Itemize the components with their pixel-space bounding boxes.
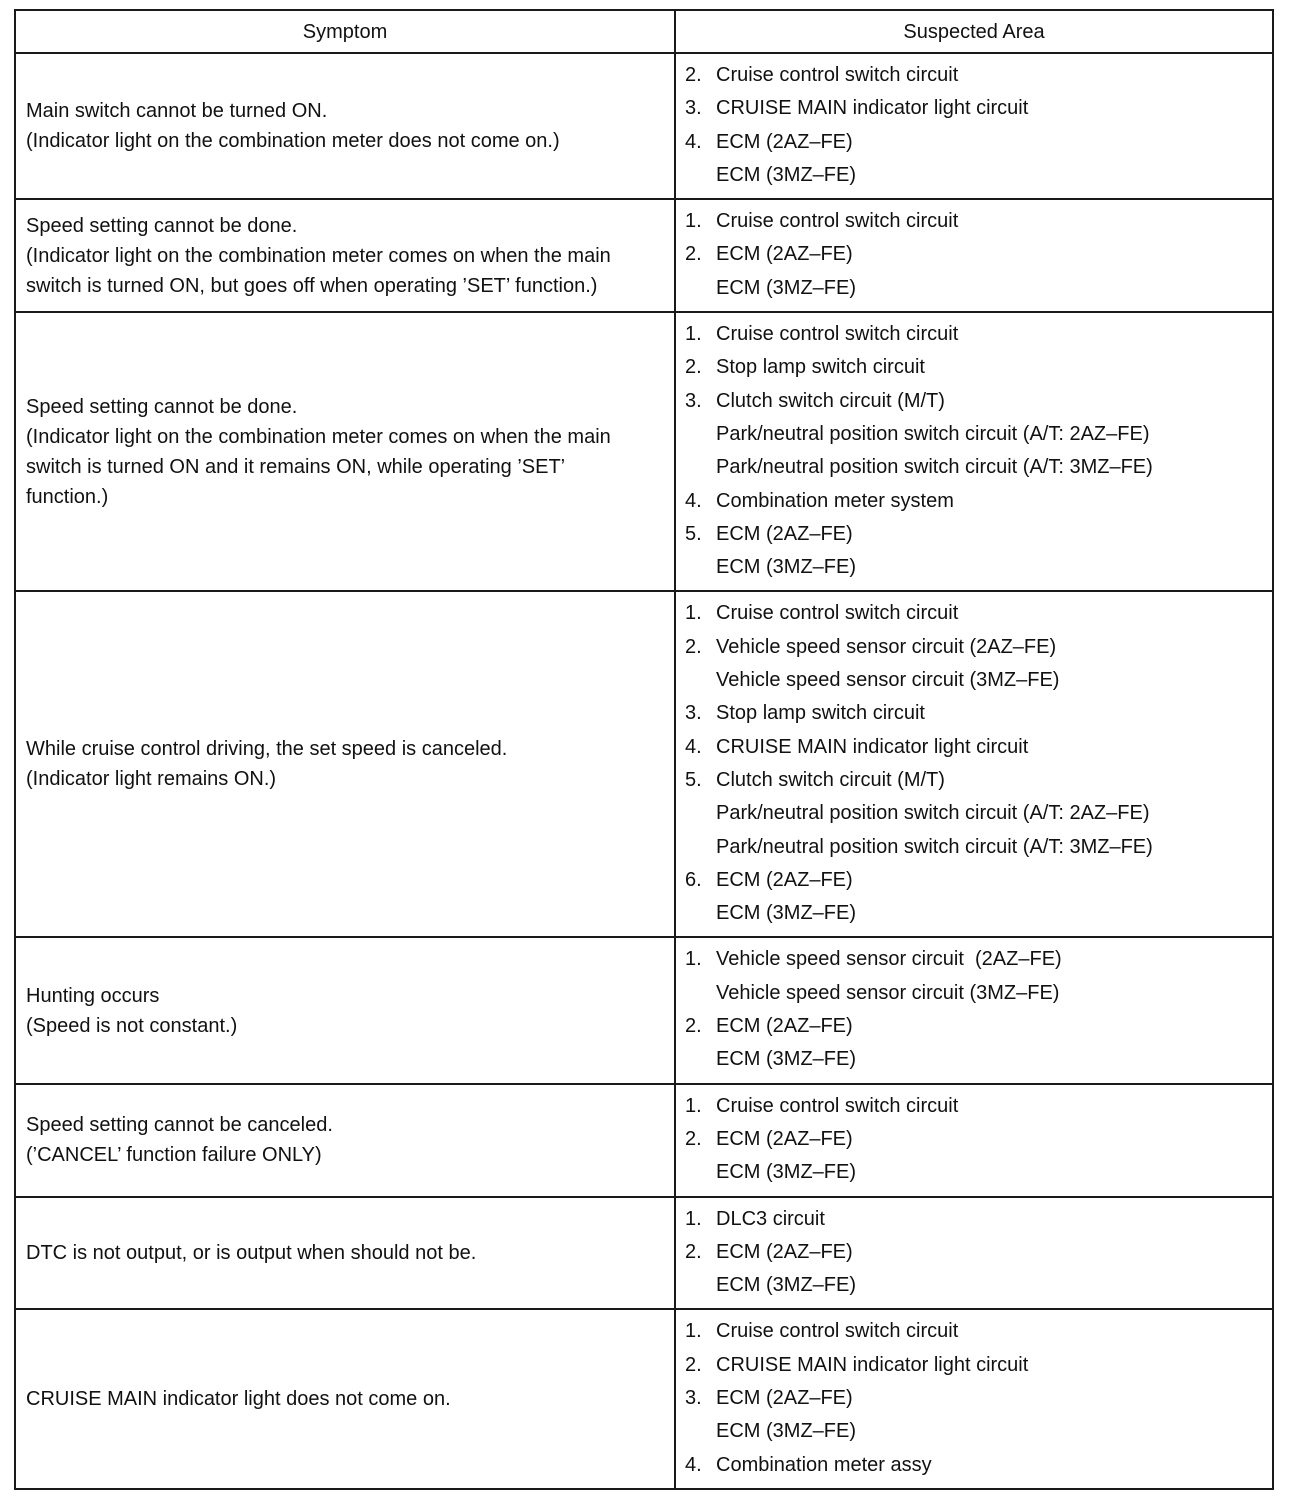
symptom-text: (Indicator light on the combination meter does not come on.): [26, 130, 560, 153]
item-number: [685, 797, 716, 830]
suspected-area-item: [685, 764, 1264, 797]
symptom-cell: [15, 937, 675, 1083]
symptom-text: Speed setting cannot be done.: [26, 395, 298, 418]
suspected-area-item: [685, 485, 1264, 518]
item-number: [685, 1043, 716, 1076]
table-row: [15, 591, 1273, 937]
item-text: ECM (2AZ–FE): [716, 1240, 853, 1263]
item-number: 3.: [685, 97, 702, 120]
suspected-area-item: [685, 797, 1264, 830]
table-row: [15, 53, 1273, 199]
suspected-area-cell: [675, 1197, 1273, 1310]
item-text: CRUISE MAIN indicator light circuit: [716, 1353, 1029, 1376]
item-number: 4.: [685, 130, 702, 153]
item-text: Vehicle speed sensor circuit (3MZ–FE): [716, 981, 1060, 1004]
table-row: [15, 937, 1273, 1083]
item-text: Combination meter system: [716, 489, 954, 512]
suspected-area-item: [685, 351, 1264, 384]
suspected-area-item: [685, 697, 1264, 730]
table-row: [15, 1309, 1273, 1488]
item-number: 4.: [685, 735, 702, 758]
symptom-text: Hunting occurs: [26, 984, 160, 1007]
suspected-area-cell: [675, 1084, 1273, 1197]
table-row: [15, 1197, 1273, 1310]
suspected-area-item: [685, 1449, 1264, 1482]
suspected-area-cell: [675, 53, 1273, 199]
item-number: 1.: [685, 1320, 702, 1343]
item-text: Cruise control switch circuit: [716, 1094, 959, 1117]
symptom-cell: [15, 1084, 675, 1197]
suspected-area-item: [685, 977, 1264, 1010]
item-text: ECM (2AZ–FE): [716, 522, 853, 545]
suspected-area-item: [685, 731, 1264, 764]
suspected-area-item: [685, 831, 1264, 864]
suspected-area-item: [685, 418, 1264, 451]
symptom-text: (Indicator light on the combination meter comes on when the main: [26, 425, 611, 448]
suspected-area-item: [685, 518, 1264, 551]
item-text: ECM (3MZ–FE): [716, 276, 856, 299]
item-number: 2.: [685, 64, 702, 86]
suspected-area-item: [685, 597, 1264, 630]
symptom-cell: [15, 591, 675, 937]
problem-symptoms-table: [14, 9, 1274, 1490]
suspected-area-item: [685, 897, 1264, 930]
table-body: [15, 53, 1273, 1489]
item-number: [685, 897, 716, 930]
item-number: [685, 451, 716, 484]
item-number: 2.: [685, 1127, 702, 1150]
suspected-area-item: [685, 272, 1264, 305]
suspected-area-item: [685, 943, 1264, 976]
item-number: [685, 977, 716, 1010]
symptom-text: (’CANCEL’ function failure ONLY): [26, 1144, 322, 1167]
item-text: ECM (3MZ–FE): [716, 163, 856, 186]
suspected-area-cell: [675, 199, 1273, 312]
item-text: CRUISE MAIN indicator light circuit: [716, 735, 1029, 758]
item-text: Vehicle speed sensor circuit (2AZ–FE): [716, 948, 1062, 971]
item-text: DLC3 circuit: [716, 1207, 825, 1230]
item-number: 3.: [685, 1386, 702, 1409]
item-text: Cruise control switch circuit: [716, 602, 959, 625]
item-text: Combination meter assy: [716, 1453, 932, 1476]
item-number: [685, 551, 716, 584]
item-number: 4.: [685, 1453, 702, 1476]
item-text: ECM (3MZ–FE): [716, 556, 856, 579]
symptom-text: switch is turned ON, but goes off when operating ’SET’ function.): [26, 274, 598, 297]
suspected-area-item: [685, 664, 1264, 697]
suspected-area-column-header: Suspected Area: [675, 10, 1273, 53]
symptom-text: Speed setting cannot be canceled.: [26, 1114, 333, 1137]
suspected-area-item: [685, 159, 1264, 192]
item-text: ECM (2AZ–FE): [716, 130, 853, 153]
item-number: 1.: [685, 602, 702, 625]
item-number: [685, 418, 716, 451]
suspected-area-cell: [675, 591, 1273, 937]
item-number: 4.: [685, 489, 702, 512]
item-text: Clutch switch circuit (M/T): [716, 389, 945, 412]
symptom-text: DTC is not output, or is output when should not be.: [26, 1241, 477, 1264]
item-text: Cruise control switch circuit: [716, 1320, 959, 1343]
item-number: [685, 1415, 716, 1448]
suspected-area-item: [685, 92, 1264, 125]
suspected-area-item: [685, 1415, 1264, 1448]
suspected-area-cell: [675, 1309, 1273, 1488]
suspected-area-item: [685, 59, 1264, 92]
item-number: 1.: [685, 948, 702, 971]
item-text: ECM (3MZ–FE): [716, 1048, 856, 1071]
symptom-cell: [15, 1309, 675, 1488]
suspected-area-item: [685, 385, 1264, 418]
item-number: 2.: [685, 1015, 702, 1038]
item-number: [685, 831, 716, 864]
symptom-text: While cruise control driving, the set speed is canceled.: [26, 738, 508, 761]
suspected-area-item: [685, 451, 1264, 484]
table-row: [15, 1084, 1273, 1197]
suspected-area-item: [685, 1349, 1264, 1382]
item-text: Clutch switch circuit (M/T): [716, 768, 945, 791]
symptom-text: function.): [26, 485, 109, 508]
suspected-area-item: [685, 1010, 1264, 1043]
suspected-area-item: [685, 205, 1264, 238]
suspected-area-item: [685, 1043, 1264, 1076]
item-number: 1.: [685, 1207, 702, 1230]
suspected-area-item: [685, 1269, 1264, 1302]
item-text: Cruise control switch circuit: [716, 210, 959, 233]
symptom-text: Main switch cannot be turned ON.: [26, 100, 328, 123]
suspected-area-item: [685, 126, 1264, 159]
suspected-area-item: [685, 1315, 1264, 1348]
item-text: Park/neutral position switch circuit (A/T: 2AZ–FE): [716, 802, 1150, 825]
item-text: ECM (2AZ–FE): [716, 1127, 853, 1150]
item-number: 1.: [685, 323, 702, 346]
suspected-area-item: [685, 1236, 1264, 1269]
item-text: ECM (3MZ–FE): [716, 1274, 856, 1297]
suspected-area-item: [685, 631, 1264, 664]
suspected-area-item: [685, 864, 1264, 897]
symptom-text: CRUISE MAIN indicator light does not come on.: [26, 1388, 451, 1411]
item-text: CRUISE MAIN indicator light circuit: [716, 97, 1029, 120]
symptom-cell: [15, 312, 675, 591]
item-number: 2.: [685, 635, 702, 658]
item-text: Cruise control switch circuit: [716, 323, 959, 346]
suspected-area-item: [685, 1203, 1264, 1236]
item-text: Stop lamp switch circuit: [716, 356, 925, 379]
table-row: [15, 199, 1273, 312]
item-number: 6.: [685, 868, 702, 891]
item-number: [685, 159, 716, 192]
suspected-area-item: [685, 1090, 1264, 1123]
table-header: [15, 10, 1273, 53]
item-number: 1.: [685, 1094, 702, 1117]
symptom-cell: [15, 199, 675, 312]
item-text: ECM (3MZ–FE): [716, 1161, 856, 1184]
item-number: [685, 664, 716, 697]
symptom-text: (Indicator light on the combination meter comes on when the main: [26, 244, 611, 267]
item-text: Park/neutral position switch circuit (A/T: 3MZ–FE): [716, 835, 1153, 858]
item-number: [685, 1156, 716, 1189]
item-number: 1.: [685, 210, 702, 233]
suspected-area-cell: [675, 312, 1273, 591]
item-text: ECM (2AZ–FE): [716, 243, 853, 266]
item-number: 2.: [685, 1353, 702, 1376]
suspected-area-cell: [675, 937, 1273, 1083]
suspected-area-item: [685, 1123, 1264, 1156]
suspected-area-item: [685, 238, 1264, 271]
symptom-text: (Indicator light remains ON.): [26, 768, 277, 791]
item-number: [685, 1269, 716, 1302]
suspected-area-item: [685, 551, 1264, 584]
item-number: 2.: [685, 356, 702, 379]
item-text: Cruise control switch circuit: [716, 64, 959, 86]
item-text: Park/neutral position switch circuit (A/T: 3MZ–FE): [716, 456, 1153, 479]
item-number: 2.: [685, 243, 702, 266]
item-text: ECM (2AZ–FE): [716, 1015, 853, 1038]
item-text: ECM (2AZ–FE): [716, 868, 853, 891]
item-text: Vehicle speed sensor circuit (2AZ–FE): [716, 635, 1057, 658]
suspected-area-item: [685, 1156, 1264, 1189]
table-row: [15, 312, 1273, 591]
item-text: Park/neutral position switch circuit (A/T: 2AZ–FE): [716, 422, 1150, 445]
item-number: 5.: [685, 768, 702, 791]
suspected-area-item: [685, 1382, 1264, 1415]
item-number: [685, 272, 716, 305]
item-number: 5.: [685, 522, 702, 545]
item-text: ECM (3MZ–FE): [716, 902, 856, 925]
symptom-text: switch is turned ON and it remains ON, while operating ’SET’: [26, 455, 566, 478]
item-number: 2.: [685, 1240, 702, 1263]
item-text: ECM (2AZ–FE): [716, 1386, 853, 1409]
suspected-area-item: [685, 318, 1264, 351]
item-text: Stop lamp switch circuit: [716, 702, 925, 725]
symptom-text: Speed setting cannot be done.: [26, 214, 298, 237]
symptom-text: (Speed is not constant.): [26, 1014, 238, 1037]
symptom-cell: [15, 1197, 675, 1310]
item-text: ECM (3MZ–FE): [716, 1420, 856, 1443]
symptom-column-header: Symptom: [15, 10, 675, 53]
item-number: 3.: [685, 702, 702, 725]
item-text: Vehicle speed sensor circuit (3MZ–FE): [716, 669, 1060, 692]
header-row: [15, 10, 1273, 53]
item-number: 3.: [685, 389, 702, 412]
symptom-cell: [15, 53, 675, 199]
